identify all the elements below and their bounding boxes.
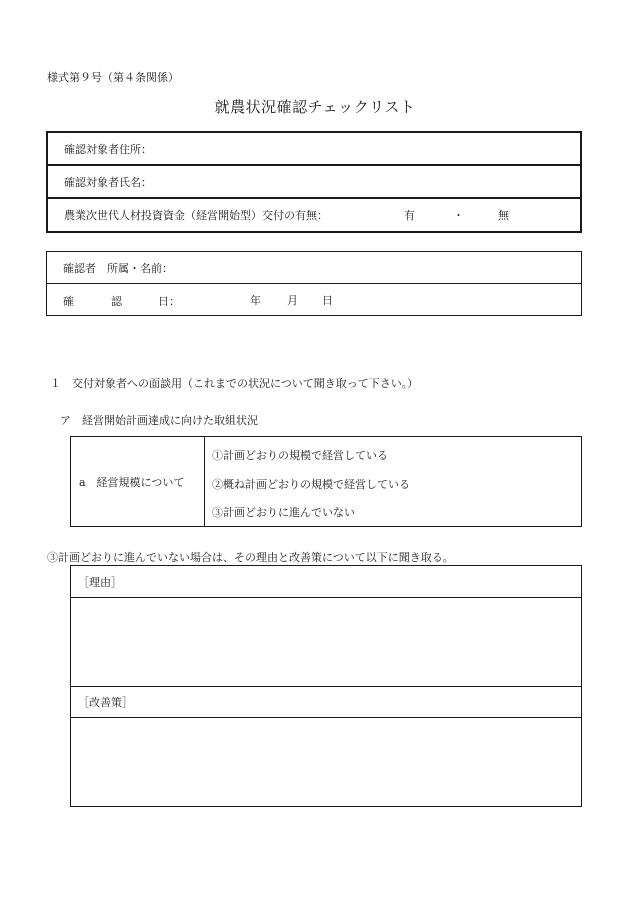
section1-subheading: ア 経営開始計画達成に向けた取組状況 [60, 414, 258, 427]
scale-table [70, 436, 582, 527]
reason-header [71, 566, 581, 598]
instruction-note: ③計画どおりに進んでいない場合は、その理由と改善策について以下に聞き取る。 [47, 551, 454, 564]
option-yes[interactable]: 有 [404, 209, 415, 222]
improvement-header [71, 687, 581, 718]
reason-field[interactable] [71, 598, 581, 687]
date-month: 月 [287, 293, 298, 307]
address-row[interactable] [48, 133, 580, 166]
form-number: 様式第９号（第４条関係） [47, 71, 179, 84]
date-year: 年 [250, 293, 261, 307]
date-label-char: 確 [63, 295, 74, 308]
subject-info-box [46, 131, 582, 233]
date-label-char: 日： [158, 295, 180, 308]
option-no[interactable]: 無 [498, 209, 509, 222]
name-label: 確認対象者氏名： [64, 175, 152, 189]
reason-label: ［理由］ [78, 575, 122, 589]
reason-improvement-box [70, 565, 582, 807]
scale-option-3[interactable]: ③計画どおりに進んでいない [212, 506, 355, 519]
page-title: 就農状況確認チェックリスト [214, 98, 416, 116]
confirmer-box [46, 251, 582, 316]
scale-option-2[interactable]: ②概ね計画どおりの規模で経営している [212, 478, 410, 491]
improvement-label: ［改善策］ [78, 696, 133, 709]
grant-label: 農業次世代人材投資資金（経営開始型）交付の有無： [64, 209, 328, 222]
option-separator: ・ [453, 209, 464, 222]
date-row[interactable] [47, 284, 581, 315]
confirmer-label: 確認者 所属・名前： [63, 261, 173, 275]
name-row[interactable] [48, 166, 580, 199]
improvement-field[interactable] [71, 719, 581, 806]
section1-heading: １ 交付対象者への面談用（これまでの状況について聞き取って下さい。） [50, 377, 419, 390]
grant-row [48, 199, 580, 231]
date-label-char: 認 [111, 295, 122, 308]
scale-row-label: a 経営規模について [71, 437, 205, 526]
address-label: 確認対象者住所： [64, 142, 152, 156]
confirmer-row[interactable] [47, 252, 581, 284]
scale-option-1[interactable]: ①計画どおりの規模で経営している [212, 449, 388, 462]
date-day: 日 [322, 293, 333, 307]
